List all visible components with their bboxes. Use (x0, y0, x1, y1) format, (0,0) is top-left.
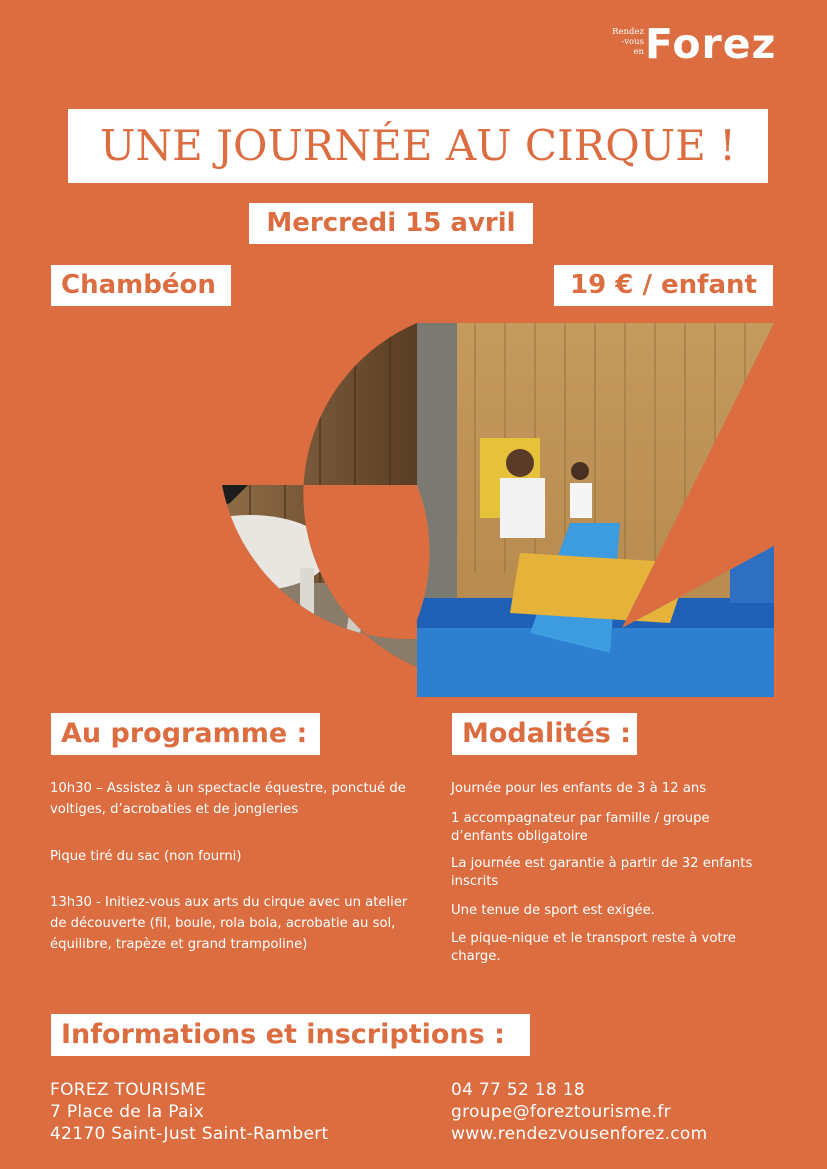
phone-number[interactable]: 04 77 52 18 18 (451, 1080, 585, 1100)
logo-line-2: -vous (621, 37, 644, 47)
logo-brand: Forez (645, 20, 777, 68)
date-badge: Mercredi 15 avril (249, 203, 533, 244)
program-item-1: 10h30 – Assistez à un spectacle équestre, ponctué de voltiges, d’acrobaties et de jongleries (50, 781, 406, 817)
photo-collage (50, 323, 774, 697)
modality-item-1: Journée pour les enfants de 3 à 12 ans (451, 781, 707, 796)
program-heading: Au programme : (51, 713, 320, 755)
modality-item-2: 1 accompagnateur par famille / groupe d’enfants obligatoire (451, 811, 710, 844)
modality-item-4: Une tenue de sport est exigée. (451, 903, 655, 918)
info-heading: Informations et inscriptions : (51, 1014, 530, 1056)
address-line-2: 42170 Saint-Just Saint-Rambert (50, 1124, 329, 1144)
equestrian-photo (50, 323, 417, 697)
price-badge: 19 € / enfant (554, 265, 773, 306)
program-item-3: 13h30 - Initiez-vous aux arts du cirque avec un atelier de découverte (fil, boule, rola bola, acrobatie au sol, équilibre, trapèze et grand trampoline) (50, 895, 408, 952)
email-link[interactable]: groupe@foreztourisme.fr (451, 1102, 671, 1122)
address-line-1: 7 Place de la Paix (50, 1102, 205, 1122)
program-item-2: Pique tiré du sac (non fourni) (50, 849, 242, 864)
logo-line-1: Rendez (612, 27, 644, 37)
modality-item-3: La journée est garantie à partir de 32 enfants inscrits (451, 856, 753, 889)
gym-photo (417, 323, 774, 697)
page-title: UNE JOURNÉE AU CIRQUE ! (99, 121, 736, 170)
title-box (68, 109, 768, 183)
location-badge: Chambéon (51, 265, 231, 306)
org-name: FOREZ TOURISME (50, 1080, 207, 1100)
modalities-heading: Modalités : (452, 713, 637, 755)
logo-line-3: en (633, 47, 644, 57)
logo-tagline (600, 27, 644, 57)
brand-logo (600, 20, 810, 68)
modality-item-5: Le pique-nique et le transport reste à votre charge. (451, 931, 736, 964)
website-link[interactable]: www.rendezvousenforez.com (451, 1124, 708, 1144)
